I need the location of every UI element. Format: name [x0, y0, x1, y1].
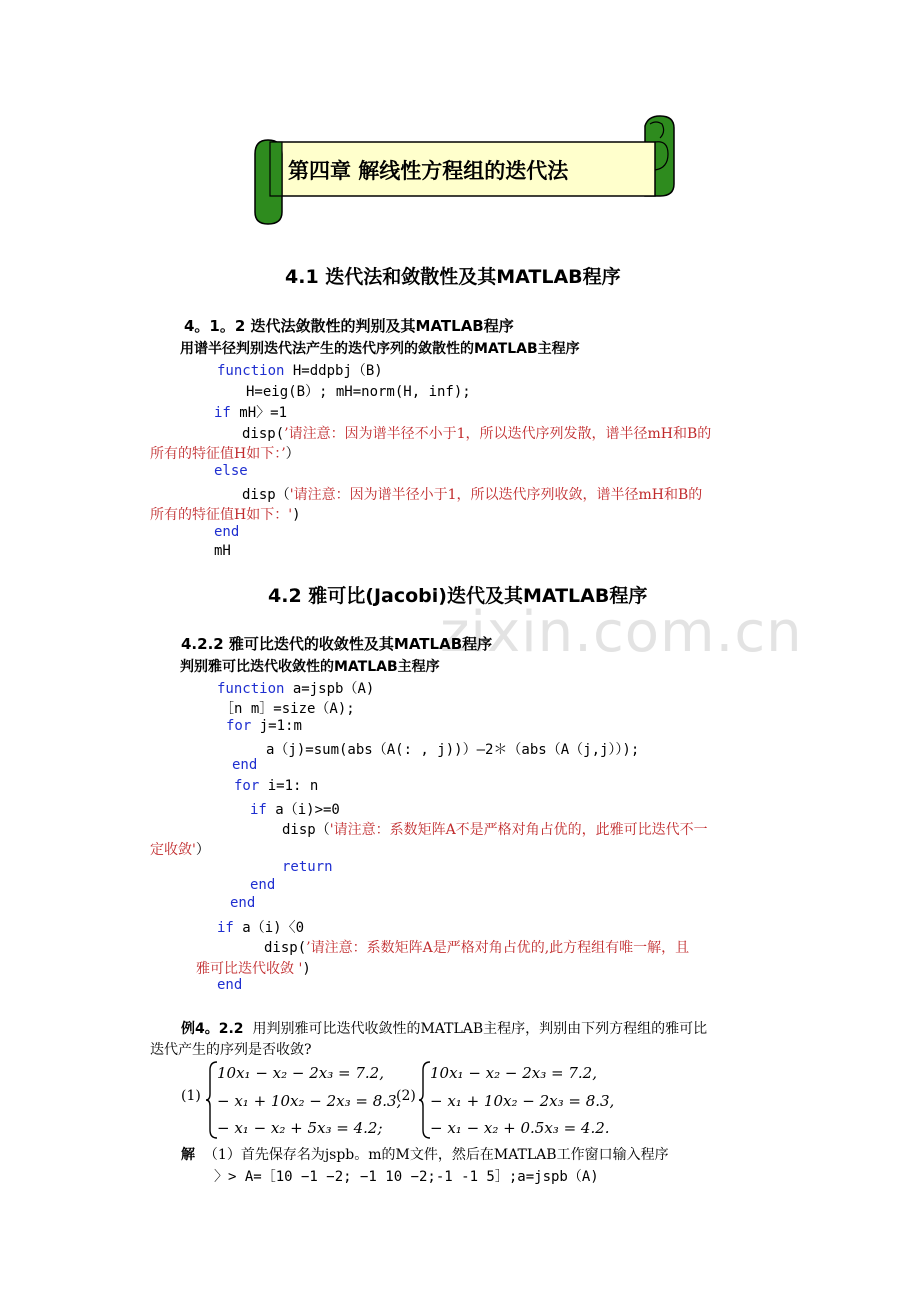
system-1-eq-2: − x₁ + 10x₂ − 2x₃ = 8.3, [217, 1092, 402, 1110]
code-line [150, 839, 210, 859]
string-literal: 所有的特征值H如下：' [150, 507, 293, 523]
solution-line-1 [181, 1144, 669, 1164]
system-2-eq-2: − x₁ + 10x₂ − 2x₃ = 8.3, [430, 1092, 615, 1110]
system-1-label: (1) [181, 1088, 201, 1104]
code-text: H=ddpbj（B) [284, 363, 383, 379]
code-text: a=jspb（A) [284, 681, 375, 697]
code-text: ) [292, 507, 301, 523]
code-line: ［n m］=size（A); [220, 701, 355, 717]
string-literal: ’请注意：系数矩阵A是严格对角占优的,此方程组有唯一解，且 [306, 940, 690, 956]
system-1-eq-1: 10x₁ − x₂ − 2x₃ = 7.2, [217, 1064, 384, 1082]
string-literal: 定收敛' [150, 842, 196, 858]
subsection-heading-4-1-2: 4。1。2 迭代法敛散性的判别及其MATLAB程序 [184, 317, 514, 335]
code-text: mH〉=1 [230, 405, 288, 421]
system-2-eq-1: 10x₁ − x₂ − 2x₃ = 7.2, [430, 1064, 597, 1082]
keyword: end [230, 895, 256, 911]
watermark: zixin.com.cn [440, 600, 803, 665]
system-2-eq-3: − x₁ − x₂ + 0.5x₃ = 4.2. [430, 1119, 610, 1137]
code-line: a（j)=sum(abs（A(: , j))）—2＊（abs（A（j,j））); [266, 742, 640, 758]
code-text: disp( [264, 940, 307, 956]
keyword: if [214, 405, 231, 421]
code-line [150, 443, 300, 463]
code-line [226, 718, 302, 734]
code-text: ） [195, 842, 210, 858]
code-line [250, 877, 275, 893]
code-text: a（i)〈0 [233, 920, 305, 936]
code-line [230, 895, 255, 911]
code-text: ) [302, 961, 311, 977]
solution-text: （1）首先保存名为jspb。m的M文件，然后在MATLAB工作窗口输入程序 [203, 1147, 669, 1163]
string-literal: '请注意：系数矩阵A不是严格对角占优的，此雅可比迭代不一 [329, 822, 708, 838]
string-literal: 雅可比迭代收敛 ' [196, 961, 303, 977]
keyword: if [250, 802, 267, 818]
keyword: else [214, 463, 248, 479]
keyword: return [282, 859, 333, 875]
keyword: end [214, 524, 240, 540]
keyword: function [217, 681, 285, 697]
code-line [242, 423, 711, 443]
section-heading-4-2: 4.2 雅可比(Jacobi)迭代及其MATLAB程序 [268, 585, 648, 607]
chapter-title: 第四章 解线性方程组的迭代法 [288, 159, 569, 183]
code-line [282, 859, 333, 875]
keyword: end [250, 877, 276, 893]
string-literal: 所有的特征值H如下：’ [150, 446, 286, 462]
subsection-heading-4-2-2: 4.2.2 雅可比迭代的收敛性及其MATLAB程序 [181, 635, 493, 653]
code-line [250, 799, 340, 819]
keyword: end [217, 977, 243, 993]
code-line [150, 504, 301, 524]
code-line [217, 360, 383, 380]
code-text: a（i)>=0 [266, 802, 340, 818]
code-line [282, 819, 708, 839]
code-line [196, 958, 311, 978]
example-line-1 [181, 1018, 707, 1038]
code-text: disp（ [242, 487, 290, 503]
example-label: 例4。2.2 [181, 1021, 244, 1037]
code-line [217, 678, 374, 698]
keyword: end [232, 757, 258, 773]
code-line [264, 937, 689, 957]
code-line [242, 484, 702, 504]
code-line [217, 917, 304, 937]
code-line: mH [214, 543, 231, 559]
system-1-eq-3: − x₁ − x₂ + 5x₃ = 4.2; [217, 1119, 383, 1137]
code-text: j=1:m [251, 718, 302, 734]
code-line [214, 402, 287, 422]
code-line [234, 778, 318, 794]
program-description-2: 判别雅可比迭代收敛性的MATLAB主程序 [180, 659, 440, 675]
example-line-2: 迭代产生的序列是否收敛? [150, 1042, 312, 1058]
keyword: if [217, 920, 234, 936]
section-heading-4-1: 4.1 迭代法和敛散性及其MATLAB程序 [285, 266, 621, 288]
code-text: disp( [242, 426, 285, 442]
string-literal: ’请注意：因为谱半径不小于1，所以迭代序列发散，谱半径mH和B的 [284, 426, 712, 442]
example-text: 用判别雅可比迭代收敛性的MATLAB主程序，判别由下列方程组的雅可比 [252, 1021, 708, 1037]
code-line [217, 977, 242, 993]
keyword: function [217, 363, 285, 379]
code-line [232, 757, 257, 773]
string-literal: '请注意：因为谱半径小于1，所以迭代序列收敛，谱半径mH和B的 [289, 487, 703, 503]
code-text: i=1: n [259, 778, 319, 794]
code-line [214, 463, 248, 479]
code-text: disp（ [282, 822, 330, 838]
system-2-label: (2) [396, 1088, 416, 1104]
code-line [214, 524, 239, 540]
code-line: H=eig(B）; mH=norm(H, inf); [246, 384, 471, 400]
solution-label: 解 [181, 1147, 195, 1163]
solution-line-2: 〉> A=［10 −1 −2; −1 10 −2;-1 -1 5］;a=jspb（A) [214, 1169, 599, 1185]
keyword: for [226, 718, 252, 734]
keyword: for [234, 778, 260, 794]
code-text: ） [285, 446, 300, 462]
program-description-1: 用谱半径判别迭代法产生的迭代序列的敛散性的MATLAB主程序 [180, 341, 580, 357]
